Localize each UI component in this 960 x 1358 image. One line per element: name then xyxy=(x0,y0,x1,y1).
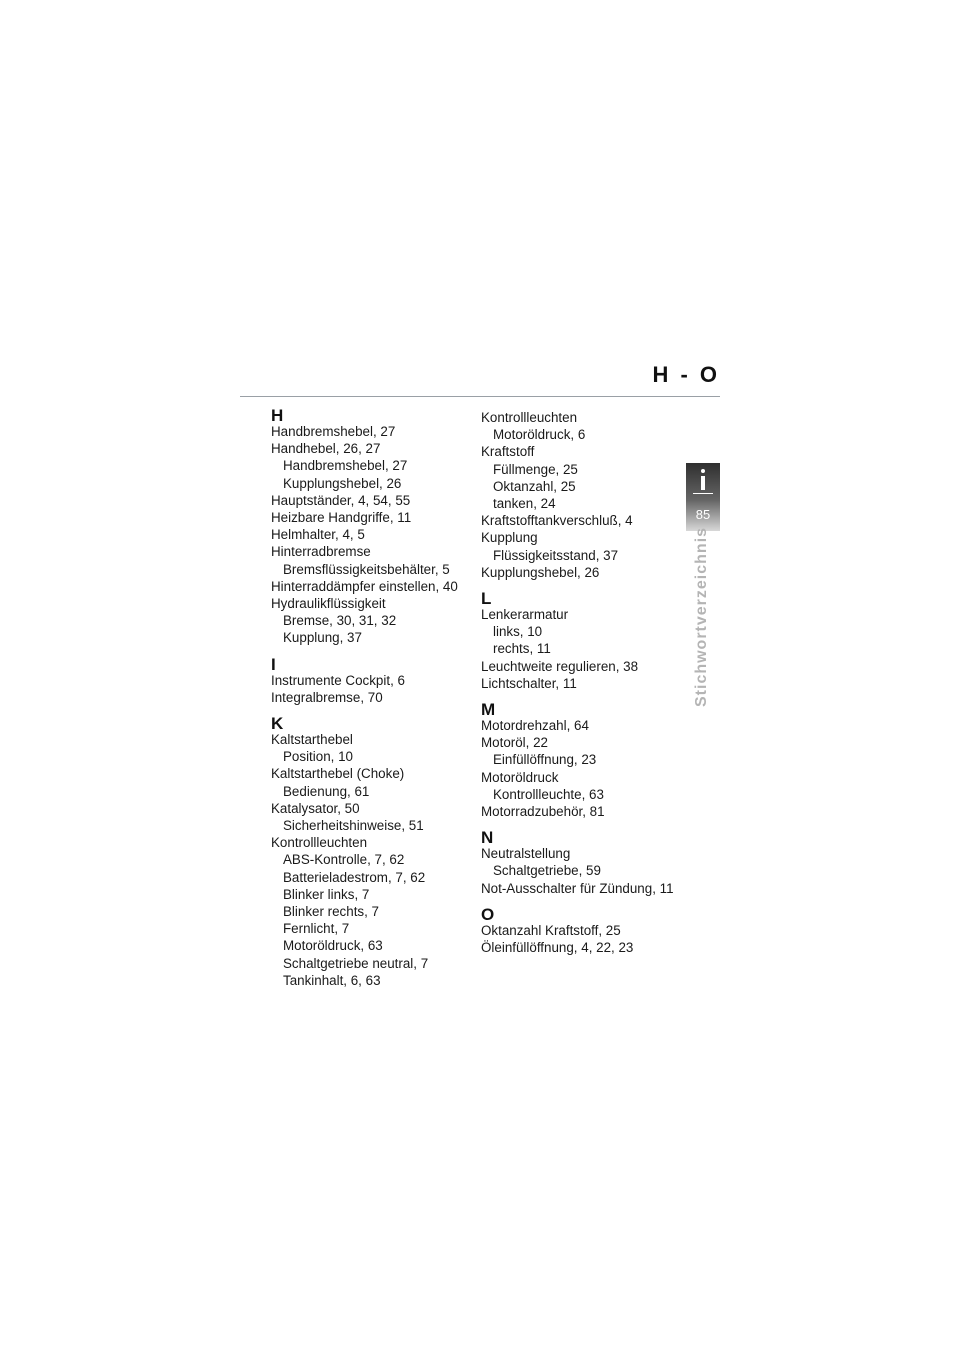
index-subentry: Schaltgetriebe, 59 xyxy=(493,863,601,879)
index-subentry: Sicherheitshinweise, 51 xyxy=(283,818,424,834)
index-entry: Kupplungshebel, 26 xyxy=(481,564,600,580)
index-subentry: Motoröldruck, 6 xyxy=(493,427,586,443)
index-section xyxy=(271,654,471,706)
section-letter: N xyxy=(481,828,494,848)
index-entry: Hauptständer, 4, 54, 55 xyxy=(271,492,411,508)
index-entry: Hydraulikflüssigkeit xyxy=(271,596,386,612)
index-entry: Hinterradbremse xyxy=(271,544,371,560)
heading-divider xyxy=(240,396,720,397)
index-subentry: Handbremshebel, 27 xyxy=(283,458,408,474)
index-entry: Heizbare Handgriffe, 11 xyxy=(271,510,412,526)
section-letter: H xyxy=(271,406,284,425)
index-subentry: links, 10 xyxy=(493,624,543,640)
index-entry: Lenkerarmatur xyxy=(481,607,569,623)
index-column-right xyxy=(481,409,681,966)
index-subentry: Oktanzahl, 25 xyxy=(493,478,576,494)
index-subentry: Tankinhalt, 6, 63 xyxy=(283,972,381,988)
index-section xyxy=(481,591,681,692)
index-entry: Motordrehzahl, 64 xyxy=(481,718,589,734)
section-letter: M xyxy=(481,700,496,720)
index-entry: Leuchtweite regulieren, 38 xyxy=(481,658,639,674)
index-entry: Öleinfüllöffnung, 4, 22, 23 xyxy=(481,940,634,956)
index-subentry: ABS-Kontrolle, 7, 62 xyxy=(283,852,405,868)
index-subentry: Einfüllöffnung, 23 xyxy=(493,752,597,768)
section-tab xyxy=(686,463,720,531)
index-entry: Kraftstofftankverschluß, 4 xyxy=(481,513,633,529)
section-letter: O xyxy=(481,904,495,924)
index-entry: Oktanzahl Kraftstoff, 25 xyxy=(481,922,621,938)
index-entry: Kraftstoff xyxy=(481,444,535,460)
index-entry: Helmhalter, 4, 5 xyxy=(271,527,365,543)
section-letter: L xyxy=(481,589,492,609)
index-subentry: Kontrollleuchte, 63 xyxy=(493,786,604,802)
index-subentry: Bremse, 30, 31, 32 xyxy=(283,613,397,629)
section-letter: I xyxy=(271,654,276,674)
index-entry: Motoröldruck xyxy=(481,769,559,785)
index-subentry: Batterieladestrom, 7, 62 xyxy=(283,869,426,885)
section-letter: K xyxy=(271,714,284,734)
index-subentry: Schaltgetriebe neutral, 7 xyxy=(283,955,429,971)
index-subentry: Füllmenge, 25 xyxy=(493,461,578,477)
index-section xyxy=(481,409,681,581)
index-entry: Kontrollleuchten xyxy=(271,835,368,851)
index-entry: Motoröl, 22 xyxy=(481,735,548,751)
index-subentry: Flüssigkeitsstand, 37 xyxy=(493,547,619,563)
index-entry: Handbremshebel, 27 xyxy=(271,424,396,439)
index-entry: Kontrollleuchten xyxy=(481,410,578,425)
index-entry: Katalysator, 50 xyxy=(271,800,360,816)
section-label: Stichwortverzeichnis xyxy=(693,526,710,707)
index-subentry: Motoröldruck, 63 xyxy=(283,938,383,954)
index-entry: Lichtschalter, 11 xyxy=(481,675,577,691)
index-entry: Hinterraddämpfer einstellen, 40 xyxy=(271,578,458,594)
index-subentry: Bedienung, 61 xyxy=(283,783,370,799)
index-subentry: Blinker links, 7 xyxy=(283,886,370,902)
page-number: 85 xyxy=(695,507,711,522)
index-section xyxy=(481,830,681,897)
index-entry: Kupplung xyxy=(481,530,538,546)
index-entry: Kaltstarthebel (Choke) xyxy=(271,766,405,782)
index-subentry: tanken, 24 xyxy=(493,496,556,512)
info-icon xyxy=(686,469,720,497)
index-subentry: rechts, 11 xyxy=(493,641,551,657)
index-subentry: Blinker rechts, 7 xyxy=(283,904,380,920)
index-subentry: Bremsflüssigkeitsbehälter, 5 xyxy=(283,561,450,577)
index-subentry: Position, 10 xyxy=(283,749,353,765)
index-entry: Motorradzubehör, 81 xyxy=(481,804,605,820)
index-entry: Handhebel, 26, 27 xyxy=(271,441,381,457)
index-entry: Integralbremse, 70 xyxy=(271,689,383,705)
page-title: H - O xyxy=(652,362,720,387)
index-entry: Kaltstarthebel xyxy=(271,732,353,748)
index-entry: Neutralstellung xyxy=(481,846,571,862)
index-section xyxy=(271,716,471,989)
index-column-left xyxy=(271,408,471,999)
index-subentry: Kupplungshebel, 26 xyxy=(283,475,402,491)
index-subentry: Kupplung, 37 xyxy=(283,630,362,646)
index-entry: Not-Ausschalter für Zündung, 11 xyxy=(481,880,674,896)
index-subentry: Fernlicht, 7 xyxy=(283,921,350,937)
index-entry: Instrumente Cockpit, 6 xyxy=(271,672,405,688)
index-section xyxy=(481,904,681,956)
index-section xyxy=(481,702,681,820)
index-section xyxy=(271,408,471,647)
